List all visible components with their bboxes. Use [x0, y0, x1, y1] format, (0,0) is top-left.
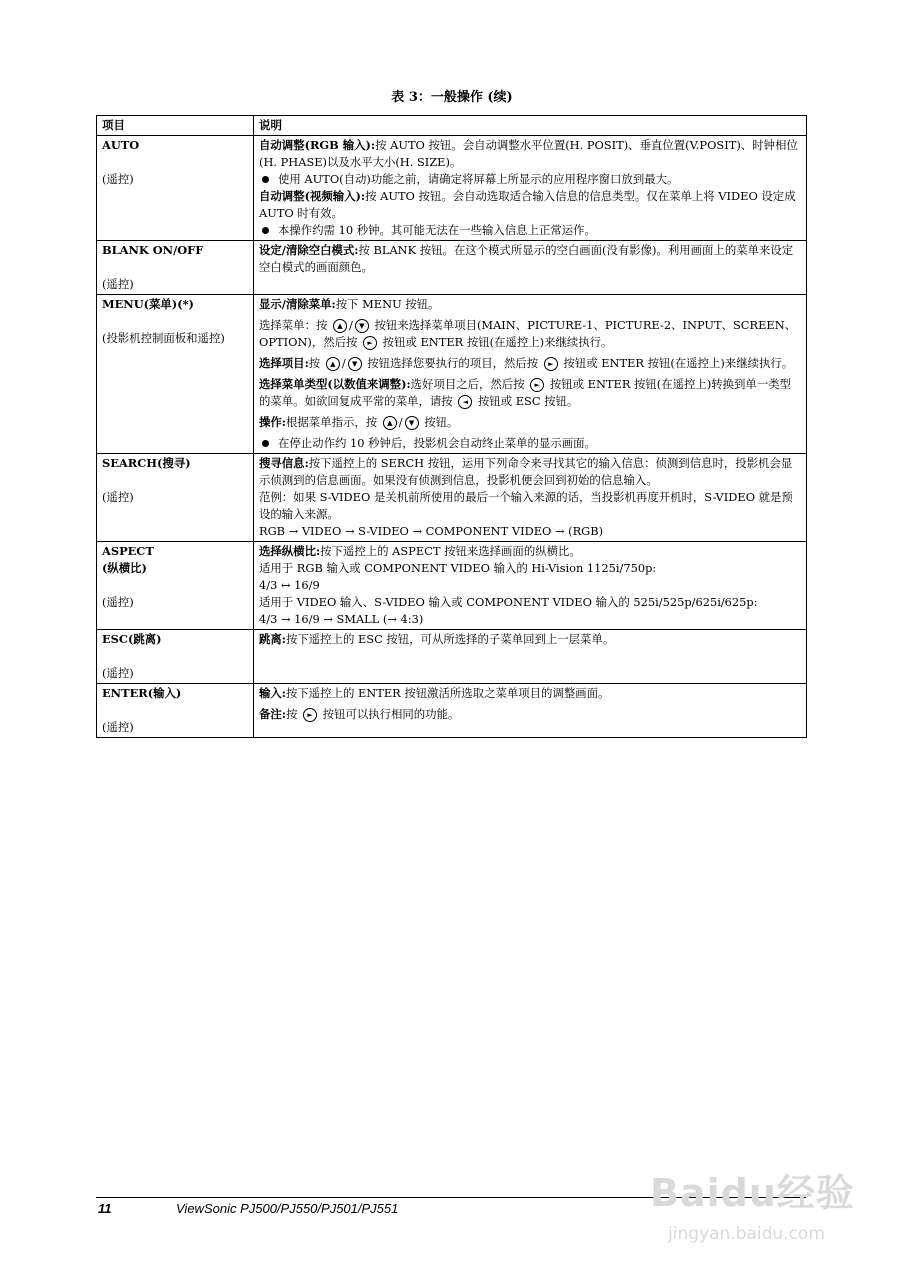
- desc-cell: [254, 241, 807, 295]
- desc-text: 按下遥控上的 ENTER 按钮激活所选取之菜单项目的调整画面。: [286, 686, 610, 700]
- desc-bullet: 在停止动作约 10 秒钟后，投影机会自动终止菜单的显示画面。: [259, 435, 801, 452]
- desc-lead: 自动调整(RGB 输入):: [259, 138, 376, 152]
- desc-lead: 操作:: [259, 415, 286, 429]
- item-name: AUTO: [102, 138, 140, 152]
- watermark: [650, 1158, 890, 1268]
- item-note: (遥控): [102, 490, 134, 504]
- table-title: 表 3：一般操作 (续): [391, 90, 513, 105]
- item-name: ASPECT: [102, 544, 154, 558]
- item-name: ENTER(输入): [102, 686, 182, 700]
- desc-lead: 设定/清除空白模式:: [259, 243, 359, 257]
- up-button-icon: ▲: [326, 357, 340, 371]
- item-name: MENU(菜单)(*): [102, 297, 194, 311]
- desc-lead: 选择菜单类型(以数值来调整):: [259, 377, 411, 391]
- table-row: [97, 136, 807, 241]
- down-button-icon: ▼: [348, 357, 362, 371]
- item-name: BLANK ON/OFF: [102, 243, 204, 257]
- desc-text: 按 BLANK 按钮。在这个模式所显示的空白画面(没有影像)。利用画面上的菜单来设定空白模式的画面颜色。: [259, 243, 794, 274]
- item-note: (遥控): [102, 595, 134, 609]
- desc-text: 按下遥控上的 ESC 按钮，可从所选择的子菜单回到上一层菜单。: [286, 632, 615, 646]
- desc-lead: 备注:: [259, 707, 286, 721]
- table-row: [97, 684, 807, 738]
- desc-lead: 选择项目:: [259, 356, 309, 370]
- desc-text: 按钮或 ESC 按钮。: [477, 394, 579, 408]
- watermark-url: jingyan.baidu.com: [668, 1224, 825, 1244]
- desc-lead: 输入:: [259, 686, 286, 700]
- item-cell: [97, 630, 254, 684]
- desc-cell: [254, 684, 807, 738]
- desc-text: 按钮。: [424, 415, 459, 429]
- desc-lead: 搜寻信息:: [259, 456, 309, 470]
- desc-text: 按下遥控上的 ASPECT 按钮来选择画面的纵横比。: [320, 544, 581, 558]
- desc-text: 按: [308, 356, 321, 370]
- table-row: [97, 630, 807, 684]
- table-header-row: [97, 116, 807, 136]
- item-note: (遥控): [102, 277, 134, 291]
- desc-text: 选好项目之后，然后按: [410, 377, 525, 391]
- desc-text: 4/3 → 16/9 → SMALL (→ 4:3): [259, 612, 424, 626]
- desc-text: 按钮来选择菜单项目(MAIN、PICTURE-1、PICTURE-2、INPUT、SCREEN、OPTION)，然后按: [259, 318, 797, 349]
- page-number: 11: [98, 1201, 112, 1216]
- item-note: (遥控): [102, 172, 134, 186]
- item-name-sub: (纵横比): [102, 561, 147, 575]
- desc-text: 按钮可以执行相同的功能。: [322, 707, 460, 721]
- desc-text: 按 AUTO 按钮。会自动选取适合输入信息的信息类型。仅在菜单上将 VIDEO 设定成 AUTO 时有效。: [259, 189, 796, 220]
- desc-lead: 选择纵横比:: [259, 544, 321, 558]
- desc-cell: [254, 542, 807, 630]
- desc-cell: [254, 136, 807, 241]
- item-cell: [97, 241, 254, 295]
- desc-text: 按钮或 ENTER 按钮(在遥控上)来继续执行。: [563, 356, 794, 370]
- watermark-logo: Baidu经验: [650, 1171, 855, 1215]
- header-item: 项目: [97, 116, 254, 136]
- item-cell: [97, 136, 254, 241]
- desc-text: 适用于 VIDEO 输入、S-VIDEO 输入或 COMPONENT VIDEO 输入的 525i/525p/625i/625p:: [259, 595, 758, 609]
- item-note: (遥控): [102, 720, 134, 734]
- desc-text: 按下 MENU 按钮。: [335, 297, 440, 311]
- item-note: (遥控): [102, 666, 134, 680]
- down-button-icon: ▼: [355, 319, 369, 333]
- table-row: [97, 241, 807, 295]
- desc-text: 按: [286, 707, 298, 721]
- right-button-icon: ►: [303, 708, 317, 722]
- desc-text: 按钮或 ENTER 按钮(在遥控上)来继续执行。: [382, 335, 613, 349]
- desc-text: 选择菜单：按: [259, 318, 328, 332]
- right-button-icon: ►: [530, 378, 544, 392]
- item-cell: [97, 295, 254, 454]
- up-button-icon: ▲: [383, 416, 397, 430]
- desc-cell: [254, 630, 807, 684]
- desc-cell: 显示/清除菜单:按下 MENU 按钮。 选择菜单：按 ▲ / ▼ 按钮来选择菜单项目(MAIN、PICTURE-1、PICTURE-2、INPUT、SCREEN、OPTION)，然后按 ► 按钮或 ENTER 按钮(在遥控上)来继续执行。 选择项目:按 ▲ / ▼ 按钮选择您要执行的项目，然后按 ► 按钮或 ENTER 按钮(在遥控上)来继续执行。 选择菜单类型(以数值来调整):选好项目之后，然后按 ► 按钮或 ENTER 按钮(在遥控上)转换到单一类型的菜单。如欲回复成平常的菜单，请按 ◄ 按钮或 ESC 按钮。 操作:根据菜单指示，按 ▲ / ▼ 按钮。 在停止动作约 10 秒钟后，投影机会自动终止菜单的显示画面。: [254, 295, 807, 454]
- desc-text: 适用于 RGB 输入或 COMPONENT VIDEO 输入的 Hi-Vision 1125i/750p:: [259, 561, 657, 575]
- up-button-icon: ▲: [333, 319, 347, 333]
- desc-lead: 自动调整(视频输入):: [259, 189, 366, 203]
- item-note: (投影机控制面板和遥控): [102, 331, 225, 345]
- right-button-icon: ►: [363, 336, 377, 350]
- item-cell: [97, 684, 254, 738]
- desc-text: 按钮选择您要执行的项目，然后按: [367, 356, 539, 370]
- table-row: [97, 454, 807, 542]
- item-name: ESC(跳离): [102, 632, 162, 646]
- desc-bullet: 使用 AUTO(自动)功能之前，请确定将屏幕上所显示的应用程序窗口放到最大。: [259, 171, 801, 188]
- table-row: [97, 295, 807, 454]
- table-row: [97, 542, 807, 630]
- footer-model: ViewSonic PJ500/PJ550/PJ501/PJ551: [176, 1201, 399, 1216]
- desc-lead: 显示/清除菜单:: [259, 297, 336, 311]
- operations-table: [96, 115, 807, 738]
- desc-text: 按钮或 ENTER 按钮(在遥控上)转换到单一类型的菜单。如欲回复成平常的菜单，请按: [259, 377, 791, 408]
- desc-text: 按下遥控上的 SERCH 按钮，运用下列命令来寻找其它的输入信息：侦测到信息时，投影机会显示侦测到的信息画面。如果没有侦测到信息，投影机便会回到初始的信息输入。: [259, 456, 793, 487]
- item-name: SEARCH(搜寻): [102, 456, 191, 470]
- left-button-icon: ◄: [458, 395, 472, 409]
- desc-text: 根据菜单指示，按: [286, 415, 378, 429]
- down-button-icon: ▼: [405, 416, 419, 430]
- header-desc: 说明: [254, 116, 807, 136]
- desc-text: 按 AUTO 按钮。会自动调整水平位置(H. POSIT)、垂直位置(V.POSIT)、时钟相位(H. PHASE)以及水平大小(H. SIZE)。: [259, 138, 798, 169]
- item-cell: [97, 542, 254, 630]
- item-cell: [97, 454, 254, 542]
- desc-bullet: 本操作约需 10 秒钟。其可能无法在一些输入信息上正常运作。: [259, 222, 801, 239]
- desc-text: 4/3 ↔ 16/9: [259, 578, 320, 592]
- right-button-icon: ►: [544, 357, 558, 371]
- desc-lead: 跳离:: [259, 632, 286, 646]
- desc-cell: [254, 454, 807, 542]
- desc-text: RGB → VIDEO → S-VIDEO → COMPONENT VIDEO → (RGB): [259, 524, 604, 538]
- desc-text: 范例：如果 S-VIDEO 是关机前所使用的最后一个输入来源的话，当投影机再度开机时，S-VIDEO 就是预设的输入来源。: [259, 490, 793, 521]
